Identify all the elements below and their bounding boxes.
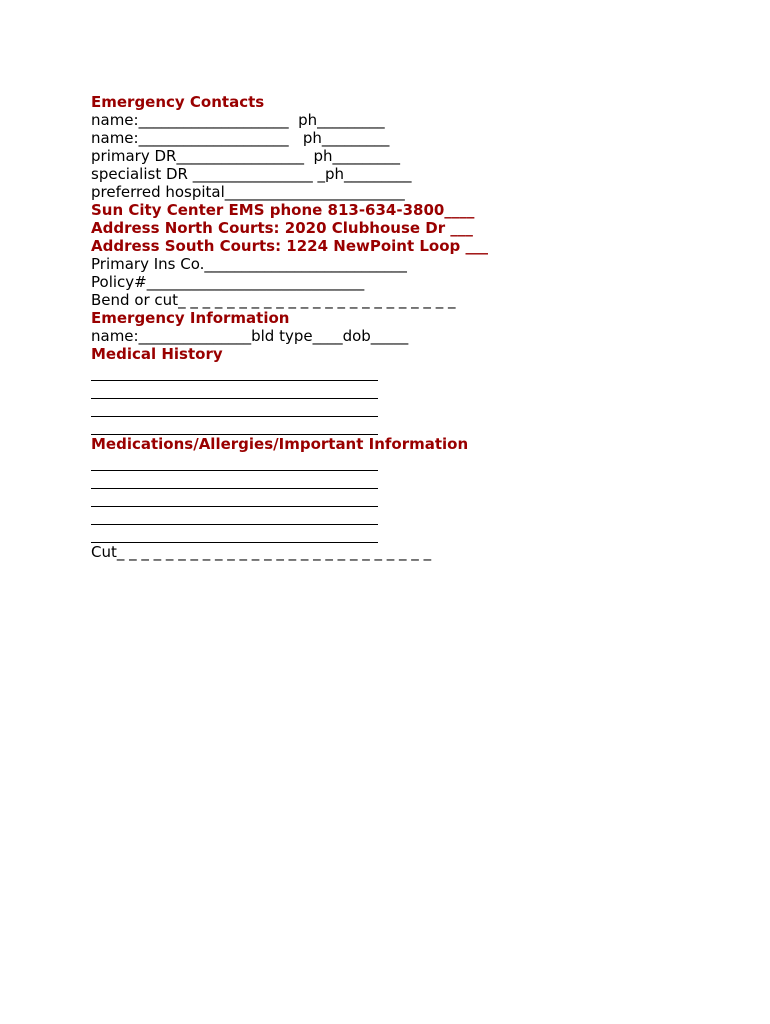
- cut-line: Cut_ _ _ _ _ _ _ _ _ _ _ _ _ _ _ _ _ _ _ _ _ _ _ _ _ _: [91, 543, 432, 561]
- medical-history-blank-line: [91, 381, 378, 399]
- medications-blank-line: [91, 489, 378, 507]
- medications-blank-line: [91, 525, 378, 543]
- emergency-form: [91, 93, 751, 561]
- medical-history-blank-line: [91, 417, 378, 435]
- medications-blank-line: [91, 453, 378, 471]
- specialist-dr-line: specialist DR ________________ _ph_________: [91, 165, 412, 183]
- medical-history-blank-line: [91, 399, 378, 417]
- ems-phone-line: Sun City Center EMS phone 813-634-3800____: [91, 201, 475, 219]
- emergency-contacts-heading: Emergency Contacts: [91, 93, 265, 111]
- emergency-information-line: name:_______________bld type____dob_____: [91, 327, 409, 345]
- emergency-information-heading: Emergency Information: [91, 309, 290, 327]
- primary-dr-line: primary DR_________________ ph_________: [91, 147, 401, 165]
- contact-line-2: name:____________________ ph_________: [91, 129, 390, 147]
- contact-line-1: name:____________________ ph_________: [91, 111, 385, 129]
- medications-heading: Medications/Allergies/Important Information: [91, 435, 469, 453]
- address-north-line: Address North Courts: 2020 Clubhouse Dr ___: [91, 219, 473, 237]
- medical-history-heading: Medical History: [91, 345, 223, 363]
- medications-blank-line: [91, 507, 378, 525]
- bend-or-cut-line: Bend or cut_ _ _ _ _ _ _ _ _ _ _ _ _ _ _ _ _ _ _ _ _ _ _: [91, 291, 456, 309]
- policy-line: Policy#_____________________________: [91, 273, 365, 291]
- address-south-line: Address South Courts: 1224 NewPoint Loop ___: [91, 237, 488, 255]
- preferred-hospital-line: preferred hospital________________________: [91, 183, 405, 201]
- medications-blank-line: [91, 471, 378, 489]
- primary-ins-line: Primary Ins Co.___________________________: [91, 255, 407, 273]
- medical-history-blank-line: [91, 363, 378, 381]
